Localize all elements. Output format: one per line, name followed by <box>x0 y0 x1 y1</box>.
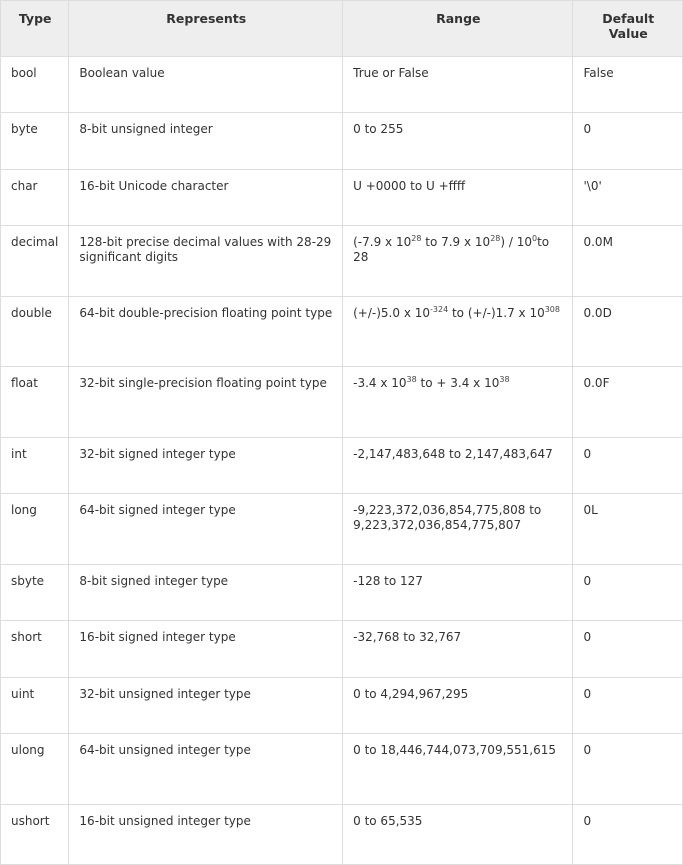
range-text: (+/-)5.0 x 10 <box>353 306 430 320</box>
cell-default-value: 0.0M <box>573 226 683 297</box>
table-row <box>1 494 683 565</box>
exponent: -324 <box>430 305 449 314</box>
cell-represents: Boolean value <box>69 57 343 113</box>
cell-type: ushort <box>1 805 69 865</box>
cell-represents: 16-bit unsigned integer type <box>69 805 343 865</box>
cell-type: sbyte <box>1 565 69 621</box>
cell-default-value: 0 <box>573 438 683 494</box>
range-text: ) / 10 <box>500 235 532 249</box>
cell-range: -32,768 to 32,767 <box>343 621 573 678</box>
cell-range: -9,223,372,036,854,775,808 to 9,223,372,036,854,775,807 <box>343 494 573 565</box>
cell-default-value: 0L <box>573 494 683 565</box>
cell-default-value: 0 <box>573 621 683 678</box>
cell-represents: 16-bit Unicode character <box>69 170 343 226</box>
range-text: to 28 <box>353 235 550 264</box>
header-row <box>1 1 683 57</box>
cell-default-value: 0 <box>573 805 683 865</box>
cell-default-value: 0 <box>573 113 683 170</box>
exponent: 38 <box>406 375 417 384</box>
range-text: to + 3.4 x 10 <box>416 376 500 390</box>
cell-default-value: '\0' <box>573 170 683 226</box>
cell-type: int <box>1 438 69 494</box>
cell-default-value: 0 <box>573 565 683 621</box>
table-row <box>1 226 683 297</box>
table-row <box>1 297 683 367</box>
cell-represents: 32-bit single-precision floating point type <box>69 367 343 438</box>
table-row <box>1 170 683 226</box>
cell-range: 0 to 255 <box>343 113 573 170</box>
exponent: 38 <box>499 375 510 384</box>
cell-type: long <box>1 494 69 565</box>
cell-type: short <box>1 621 69 678</box>
cell-default-value: 0 <box>573 678 683 734</box>
cell-range: True or False <box>343 57 573 113</box>
exponent: 0 <box>532 234 538 243</box>
cell-type: bool <box>1 57 69 113</box>
cell-range <box>343 367 573 438</box>
cell-represents: 8-bit unsigned integer <box>69 113 343 170</box>
header-default-value: Default Value <box>573 1 683 57</box>
header-type: Type <box>1 1 69 57</box>
header-represents: Represents <box>69 1 343 57</box>
exponent: 28 <box>411 234 422 243</box>
cell-type: byte <box>1 113 69 170</box>
cell-represents: 64-bit unsigned integer type <box>69 734 343 805</box>
cell-default-value: False <box>573 57 683 113</box>
cell-represents: 16-bit signed integer type <box>69 621 343 678</box>
cell-type: double <box>1 297 69 367</box>
cell-represents: 32-bit unsigned integer type <box>69 678 343 734</box>
cell-default-value: 0.0F <box>573 367 683 438</box>
cell-type: uint <box>1 678 69 734</box>
cell-represents: 32-bit signed integer type <box>69 438 343 494</box>
cell-range: -128 to 127 <box>343 565 573 621</box>
range-text: to (+/-)1.7 x 10 <box>448 306 545 320</box>
range-text: -3.4 x 10 <box>353 376 407 390</box>
table-row <box>1 438 683 494</box>
cell-range: U +0000 to U +ffff <box>343 170 573 226</box>
cell-range: 0 to 4,294,967,295 <box>343 678 573 734</box>
cell-range: -2,147,483,648 to 2,147,483,647 <box>343 438 573 494</box>
table-row <box>1 621 683 678</box>
range-text: (-7.9 x 10 <box>353 235 412 249</box>
table-row <box>1 565 683 621</box>
exponent: 28 <box>490 234 501 243</box>
cell-range <box>343 297 573 367</box>
table-row <box>1 734 683 805</box>
cell-type: float <box>1 367 69 438</box>
cell-represents: 64-bit signed integer type <box>69 494 343 565</box>
table-row <box>1 367 683 438</box>
table-row <box>1 113 683 170</box>
table-row <box>1 805 683 865</box>
header-range: Range <box>343 1 573 57</box>
table-row <box>1 678 683 734</box>
cell-represents: 64-bit double-precision floating point type <box>69 297 343 367</box>
cell-type: decimal <box>1 226 69 297</box>
cell-default-value: 0.0D <box>573 297 683 367</box>
cell-default-value: 0 <box>573 734 683 805</box>
cell-range: 0 to 18,446,744,073,709,551,615 <box>343 734 573 805</box>
cell-type: ulong <box>1 734 69 805</box>
cell-range: 0 to 65,535 <box>343 805 573 865</box>
cell-type: char <box>1 170 69 226</box>
exponent: 308 <box>544 305 560 314</box>
range-text: to 7.9 x 10 <box>421 235 491 249</box>
cell-range <box>343 226 573 297</box>
cell-represents: 8-bit signed integer type <box>69 565 343 621</box>
cell-represents: 128-bit precise decimal values with 28-29 significant digits <box>69 226 343 297</box>
table-row <box>1 57 683 113</box>
